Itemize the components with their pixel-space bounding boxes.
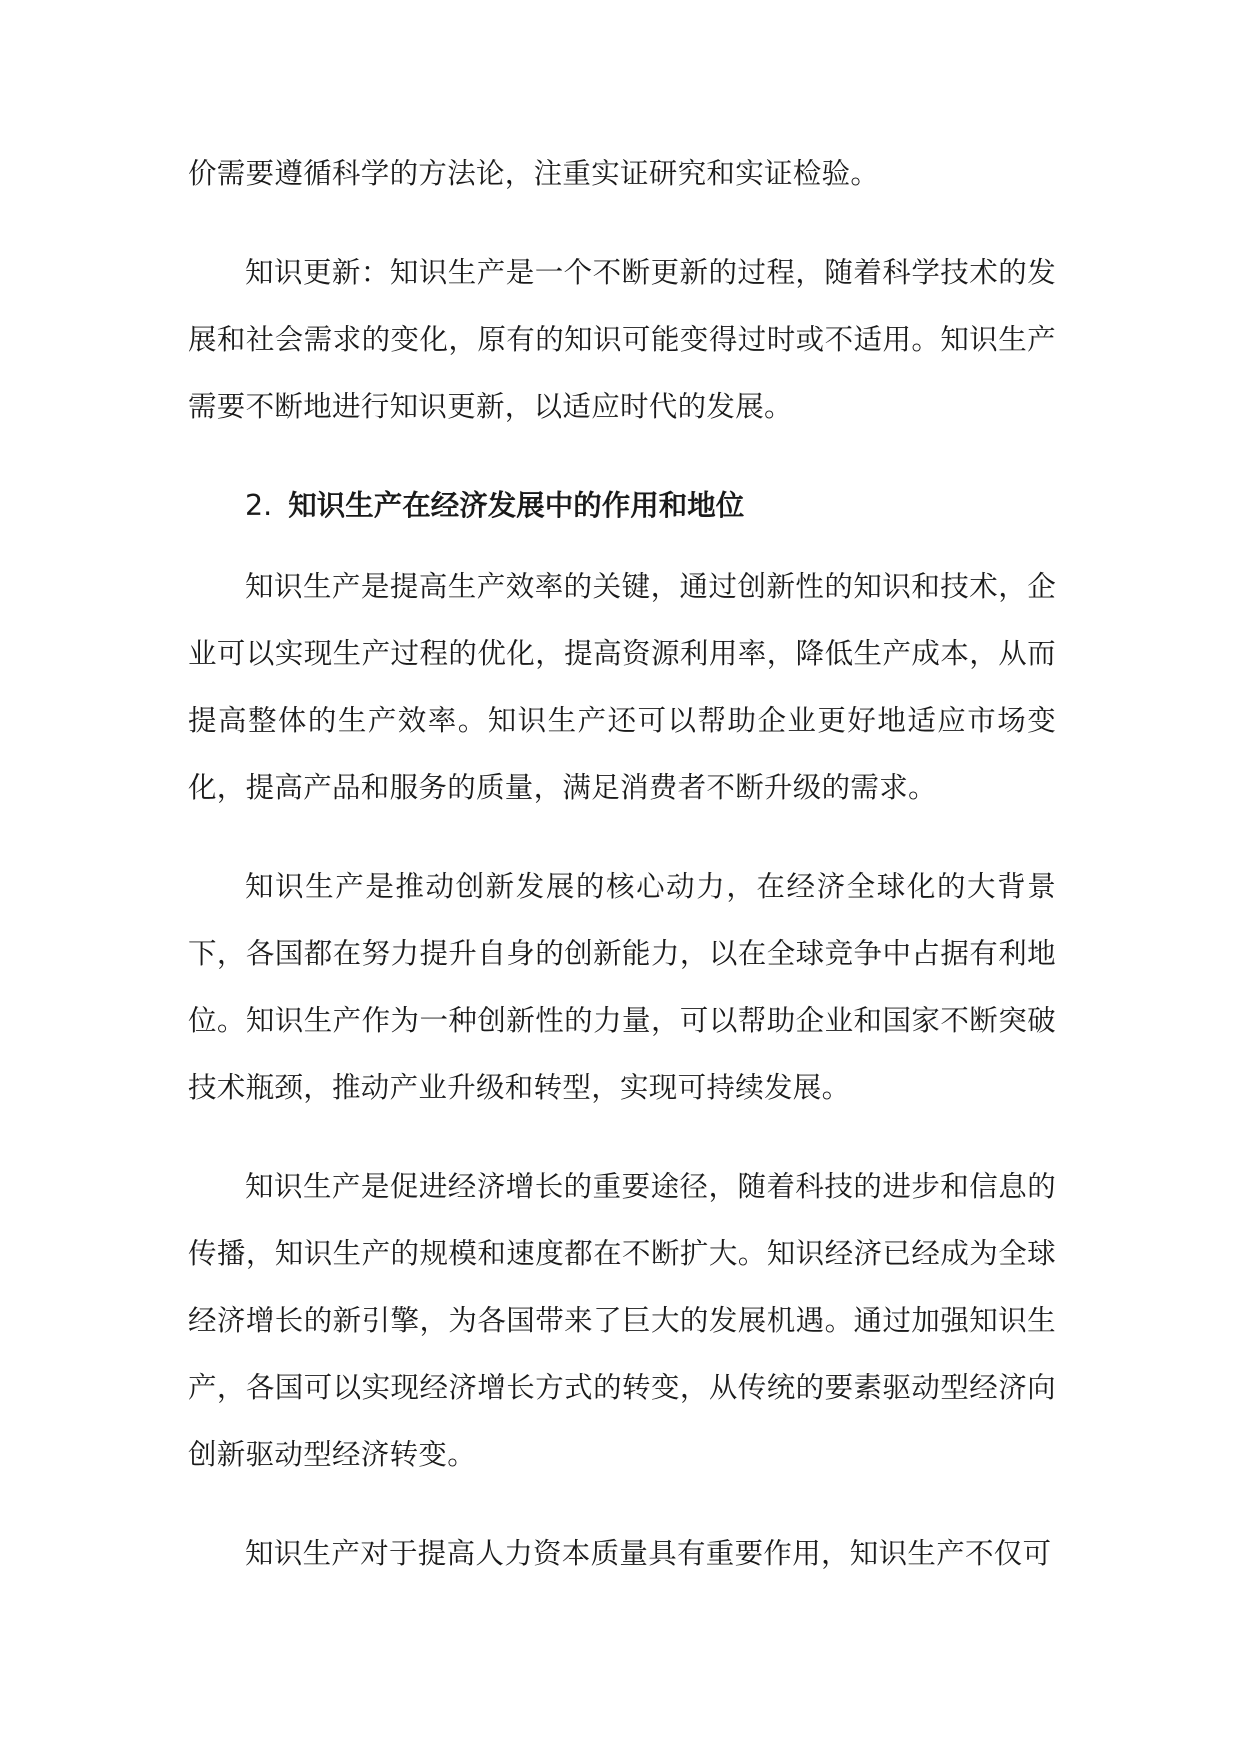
paragraph-production-efficiency: 知识生产是提高生产效率的关键，通过创新性的知识和技术，企业可以实现生产过程的优化，提高资源利用率，降低生产成本，从而提高整体的生产效率。知识生产还可以帮助企业更好地适应市场变化，提高产品和服务的质量，满足消费者不断升级的需求。 bbox=[188, 570, 1056, 804]
paragraph-human-capital: 知识生产对于提高人力资本质量具有重要作用，知识生产不仅可 bbox=[245, 1537, 1052, 1570]
section-number: 2. bbox=[245, 489, 273, 522]
document-body bbox=[188, 140, 1056, 1619]
section-title: 知识生产在经济发展中的作用和地位 bbox=[288, 489, 745, 522]
paragraph-continuation: 价需要遵循科学的方法论，注重实证研究和实证检验。 bbox=[188, 157, 880, 190]
paragraph-knowledge-update: 知识更新：知识生产是一个不断更新的过程，随着科学技术的发展和社会需求的变化，原有的知识可能变得过时或不适用。知识生产需要不断地进行知识更新，以适应时代的发展。 bbox=[188, 256, 1056, 423]
section-heading bbox=[188, 472, 1056, 539]
paragraph-innovation-driver: 知识生产是推动创新发展的核心动力，在经济全球化的大背景下，各国都在努力提升自身的创新能力，以在全球竞争中占据有利地位。知识生产作为一种创新性的力量，可以帮助企业和国家不断突破技术瓶颈，推动产业升级和转型，实现可持续发展。 bbox=[188, 870, 1056, 1104]
paragraph-economic-growth: 知识生产是促进经济增长的重要途径，随着科技的进步和信息的传播，知识生产的规模和速度都在不断扩大。知识经济已经成为全球经济增长的新引擎，为各国带来了巨大的发展机遇。通过加强知识生产，各国可以实现经济增长方式的转变，从传统的要素驱动型经济向创新驱动型经济转变。 bbox=[188, 1170, 1056, 1471]
